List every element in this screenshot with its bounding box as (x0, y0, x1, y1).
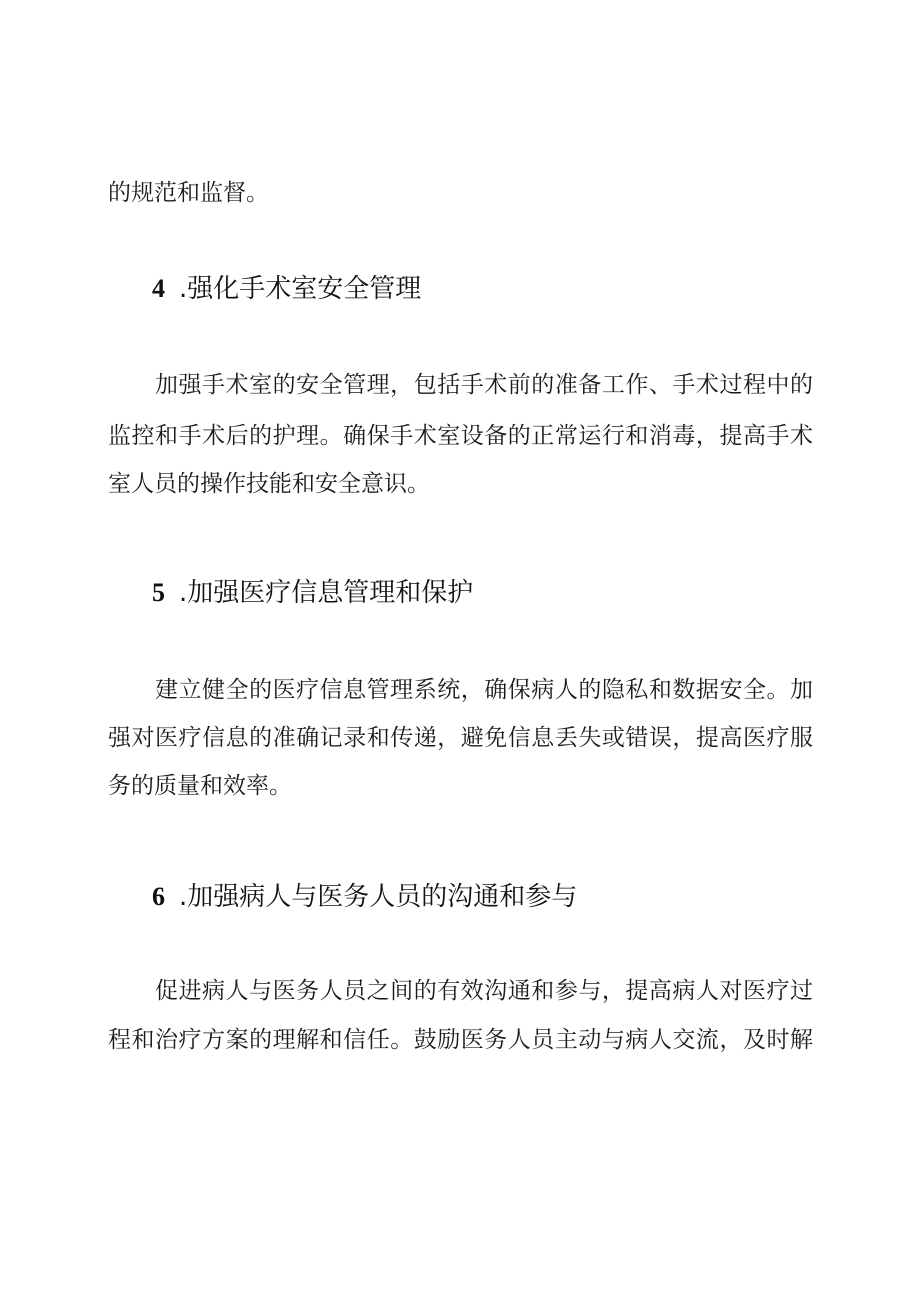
section-title: .加强病人与医务人员的沟通和参与 (179, 882, 578, 912)
section-title: .加强医疗信息管理和保护 (179, 578, 474, 608)
paragraph-line: 监控和手术后的护理。确保手术室设备的正常运行和消毒，提高手术 (108, 423, 813, 449)
section-heading-4 (152, 272, 421, 306)
paragraph-line: 室人员的操作技能和安全意识。 (108, 471, 430, 497)
section-number: 6 (152, 882, 165, 911)
paragraph-line: 加强手术室的安全管理，包括手术前的准备工作、手术过程中的 (155, 372, 813, 398)
paragraph-line: 建立健全的医疗信息管理系统，确保病人的隐私和数据安全。加 (155, 677, 813, 703)
section-heading-5 (152, 576, 473, 610)
paragraph-continuation: 的规范和监督。 (108, 180, 269, 206)
section-title: .强化手术室安全管理 (179, 274, 422, 304)
paragraph-line: 程和治疗方案的理解和信任。鼓励医务人员主动与病人交流，及时解 (108, 1027, 813, 1053)
paragraph-line: 促进病人与医务人员之间的有效沟通和参与，提高病人对医疗过 (155, 978, 813, 1004)
paragraph-line: 务的质量和效率。 (108, 773, 292, 799)
section-number: 5 (152, 578, 165, 607)
section-number: 4 (152, 274, 165, 303)
section-heading-6 (152, 880, 577, 914)
paragraph-line: 强对医疗信息的准确记录和传递，避免信息丢失或错误，提高医疗服 (108, 725, 813, 751)
